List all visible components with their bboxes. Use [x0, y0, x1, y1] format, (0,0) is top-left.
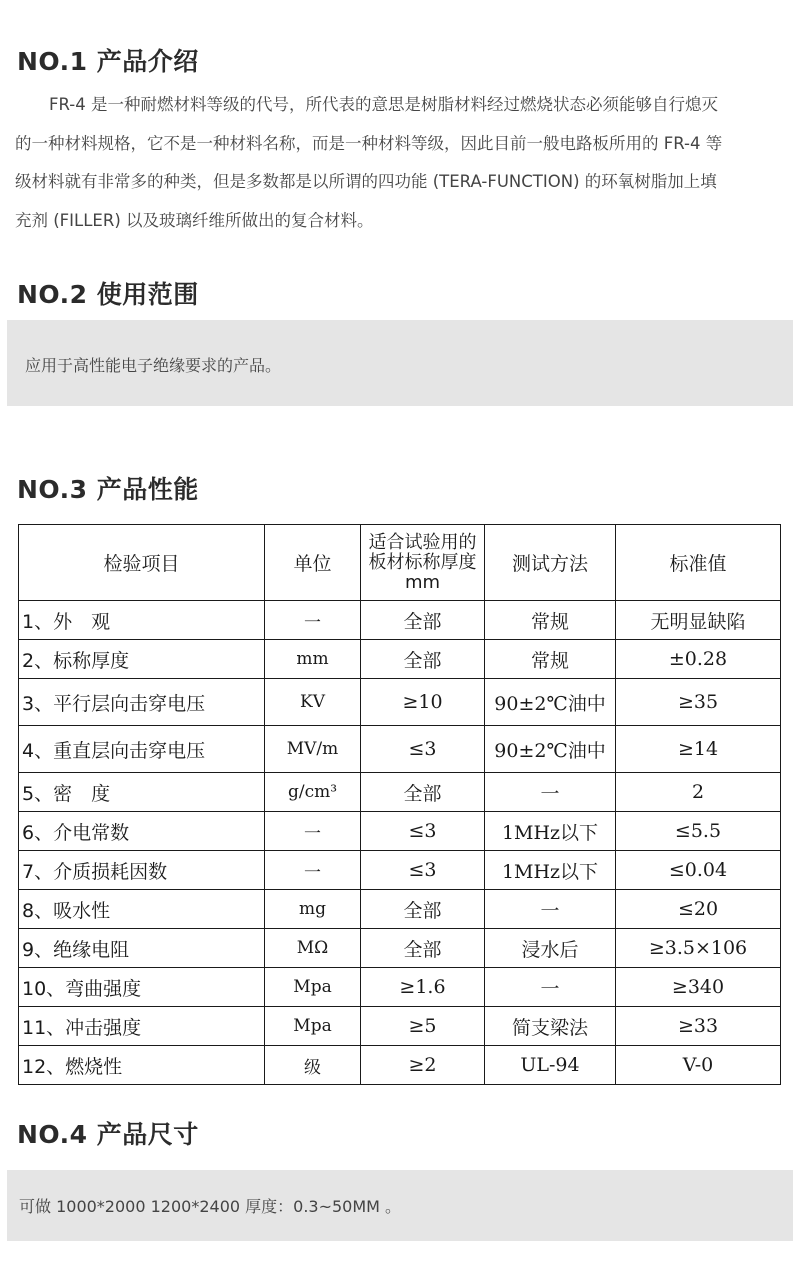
table-cell: ≥5 — [361, 1007, 485, 1046]
table-cell: mm — [265, 640, 361, 679]
table-cell: Mpa — [265, 1007, 361, 1046]
table-cell: mg — [265, 890, 361, 929]
table-header-cell: 检验项目 — [19, 525, 265, 601]
table-header-row — [19, 525, 781, 601]
table-row — [19, 968, 781, 1007]
table-cell: ≤3 — [361, 726, 485, 773]
table-row — [19, 773, 781, 812]
table-row — [19, 890, 781, 929]
table-cell: 全部 — [361, 929, 485, 968]
table-cell: 一 — [265, 851, 361, 890]
table-cell: ±0.28 — [616, 640, 781, 679]
table-cell: 4、重直层向击穿电压 — [19, 726, 265, 773]
table-cell: 一 — [265, 601, 361, 640]
table-header-cell: 标准值 — [616, 525, 781, 601]
table-row — [19, 640, 781, 679]
usage-box — [7, 320, 793, 406]
section-heading-usage: NO.2 使用范围 — [17, 280, 199, 309]
table-cell: ≥33 — [616, 1007, 781, 1046]
performance-table — [18, 524, 781, 1085]
table-cell: V-0 — [616, 1046, 781, 1085]
table-cell: ≥10 — [361, 679, 485, 726]
table-row — [19, 726, 781, 773]
table-cell: ≥35 — [616, 679, 781, 726]
table-cell: 11、冲击强度 — [19, 1007, 265, 1046]
section-heading-intro: NO.1 产品介绍 — [17, 47, 199, 76]
table-cell: 一 — [265, 812, 361, 851]
table-cell: 1MHz以下 — [485, 851, 616, 890]
table-cell: 简支梁法 — [485, 1007, 616, 1046]
intro-line: 级材料就有非常多的种类，但是多数都是以所谓的四功能 (TERA-FUNCTION) 的环氧树脂加上填 — [15, 172, 717, 191]
table-cell: ≤0.04 — [616, 851, 781, 890]
table-cell: ≤3 — [361, 812, 485, 851]
table-row — [19, 812, 781, 851]
table-cell: 1、外 观 — [19, 601, 265, 640]
table-row — [19, 1046, 781, 1085]
table-cell: ≤5.5 — [616, 812, 781, 851]
table-cell: 10、弯曲强度 — [19, 968, 265, 1007]
table-cell: 5、密 度 — [19, 773, 265, 812]
table-cell: 常规 — [485, 640, 616, 679]
table-row — [19, 679, 781, 726]
table-cell: MΩ — [265, 929, 361, 968]
table-row — [19, 851, 781, 890]
table-row — [19, 929, 781, 968]
table-cell: ≤20 — [616, 890, 781, 929]
table-cell: 一 — [485, 968, 616, 1007]
table-cell: 2、标称厚度 — [19, 640, 265, 679]
table-cell: 浸水后 — [485, 929, 616, 968]
table-cell: ≤3 — [361, 851, 485, 890]
size-box — [7, 1170, 793, 1241]
table-header-cell: 单位 — [265, 525, 361, 601]
table-cell: 2 — [616, 773, 781, 812]
section-heading-performance: NO.3 产品性能 — [17, 475, 199, 504]
table-row — [19, 601, 781, 640]
table-cell: 7、介质损耗因数 — [19, 851, 265, 890]
table-cell: ≥340 — [616, 968, 781, 1007]
table-cell: 90±2℃油中 — [485, 679, 616, 726]
table-cell: 全部 — [361, 890, 485, 929]
section-heading-size: NO.4 产品尺寸 — [17, 1120, 199, 1149]
table-header-cell: 适合试验用的板材标称厚度mm — [361, 525, 485, 601]
table-cell: 全部 — [361, 601, 485, 640]
table-cell: ≥2 — [361, 1046, 485, 1085]
table-cell: 90±2℃油中 — [485, 726, 616, 773]
table-cell: ≥14 — [616, 726, 781, 773]
table-cell: MV/m — [265, 726, 361, 773]
usage-text: 应用于高性能电子绝缘要求的产品。 — [25, 356, 282, 375]
intro-paragraph — [15, 86, 785, 240]
table-cell: 一 — [485, 890, 616, 929]
table-cell: 12、燃烧性 — [19, 1046, 265, 1085]
table-header-cell: 测试方法 — [485, 525, 616, 601]
table-cell: 3、平行层向击穿电压 — [19, 679, 265, 726]
table-cell: 1MHz以下 — [485, 812, 616, 851]
table-cell: 全部 — [361, 773, 485, 812]
table-cell: ≥3.5×106 — [616, 929, 781, 968]
table-cell: 无明显缺陷 — [616, 601, 781, 640]
table-cell: UL-94 — [485, 1046, 616, 1085]
table-cell: 常规 — [485, 601, 616, 640]
table-cell: 全部 — [361, 640, 485, 679]
table-cell: g/cm³ — [265, 773, 361, 812]
table-cell: 9、绝缘电阻 — [19, 929, 265, 968]
table-cell: 一 — [485, 773, 616, 812]
table-cell: Mpa — [265, 968, 361, 1007]
intro-line: 的一种材料规格，它不是一种材料名称，而是一种材料等级，因此目前一般电路板所用的 FR-4 等 — [15, 133, 723, 153]
table-cell: 级 — [265, 1046, 361, 1085]
table-cell: 6、介电常数 — [19, 812, 265, 851]
table-cell: 8、吸水性 — [19, 890, 265, 929]
table-cell: KV — [265, 679, 361, 726]
table-row — [19, 1007, 781, 1046]
size-text: 可做 1000*2000 1200*2400 厚度：0.3~50MM 。 — [19, 1197, 402, 1216]
intro-line: FR-4 是一种耐燃材料等级的代号，所代表的意思是树脂材料经过燃烧状态必须能够自行熄灭 — [49, 95, 718, 114]
intro-line: 充剂 (FILLER) 以及玻璃纤维所做出的复合材料。 — [15, 210, 374, 230]
table-cell: ≥1.6 — [361, 968, 485, 1007]
